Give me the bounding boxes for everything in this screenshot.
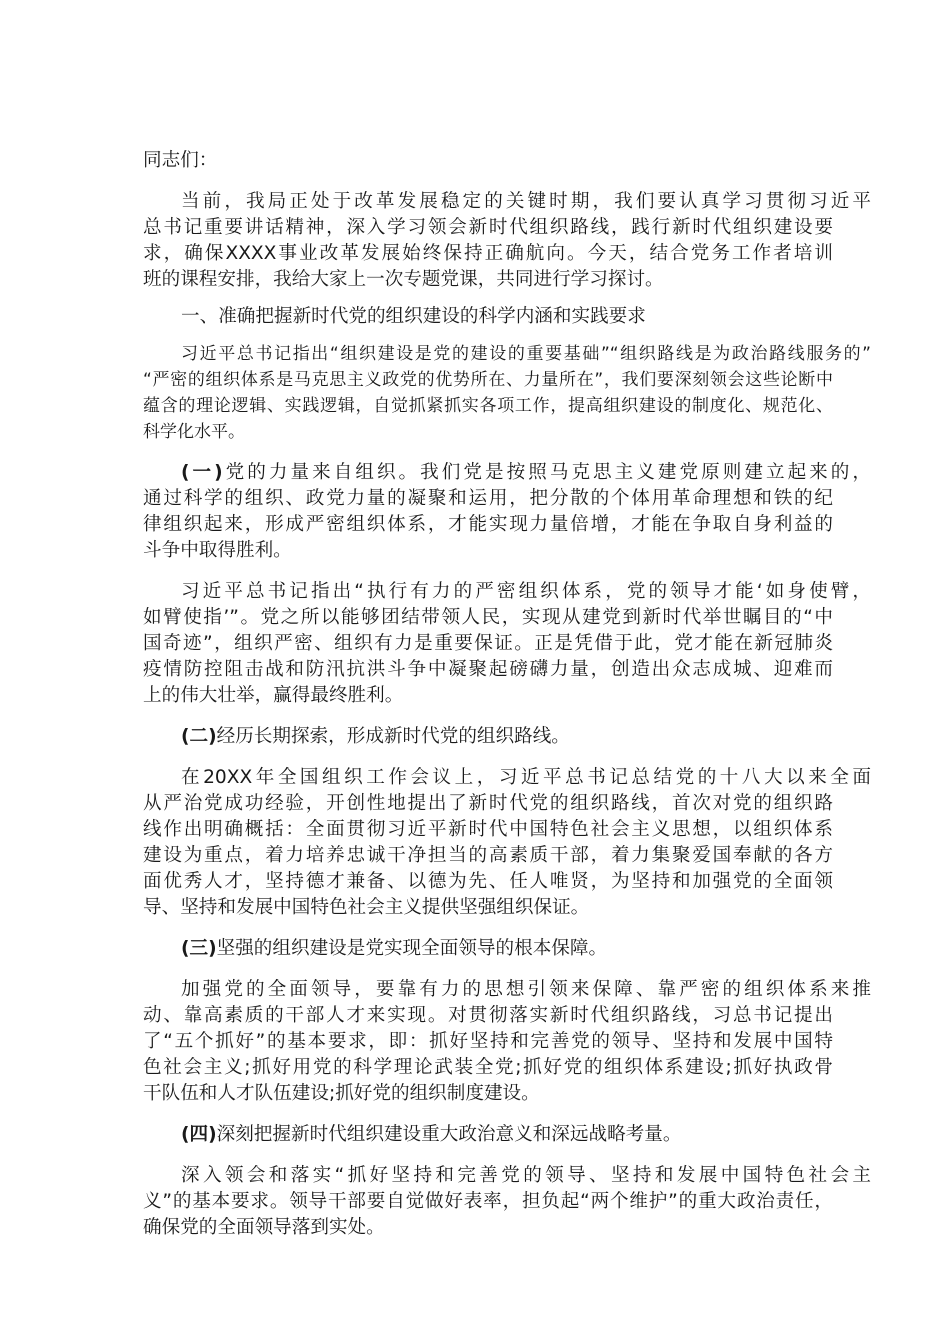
detail-line: 义”的基本要求。领导干部要自觉做好表率，担负起“两个维护”的重大政治责任， (143, 1191, 833, 1212)
intro-line: 求，确保XXXX事业改革发展始终保持正确航向。今天，结合党务工作者培训 (143, 243, 833, 264)
quote-line: “严密的组织体系是马克思主义政党的优势所在、力量所在”，我们要深刻领会这些论断中 (143, 370, 833, 390)
point-one-number: (一) (181, 462, 223, 483)
point-four-heading (143, 1122, 833, 1148)
intro-line: 班的课程安排，我给大家上一次专题党课，共同进行学习探讨。 (143, 269, 664, 290)
point-three-detail-paragraph (143, 977, 871, 1107)
point-four-text: 深刻把握新时代组织建设重大政治意义和深远战略考量。 (216, 1124, 682, 1145)
point-one-line: 律组织起来，形成严密组织体系，才能实现力量倍增，才能在争取自身利益的 (143, 514, 833, 535)
point-two-number: (二) (181, 726, 217, 747)
detail-line: 习近平总书记指出“执行有力的严密组织体系，党的领导才能‘如身使臂， (181, 581, 871, 602)
point-two-heading (143, 724, 833, 750)
point-one-line: 通过科学的组织、政党力量的凝聚和运用，把分散的个体用革命理想和铁的纪 (143, 488, 833, 509)
salutation: 同志们： (143, 150, 218, 171)
point-one-detail-paragraph (143, 579, 871, 709)
point-one-line: 斗争中取得胜利。 (143, 540, 292, 561)
detail-line: 干队伍和人才队伍建设;抓好党的组织制度建设。 (143, 1083, 540, 1104)
detail-line: 上的伟大壮举，赢得最终胜利。 (143, 685, 404, 706)
detail-line: 建设为重点，着力培养忠诚干净担当的高素质干部，着力集聚爱国奉献的各方 (143, 845, 833, 866)
point-one-paragraph (143, 460, 871, 564)
point-three-heading (143, 936, 833, 962)
detail-line: 线作出明确概括：全面贯彻习近平新时代中国特色社会主义思想，以组织体系 (143, 819, 833, 840)
detail-line: 深入领会和落实“抓好坚持和完善党的领导、坚持和发展中国特色社会主 (181, 1165, 871, 1186)
detail-line: 如臂使指’”。党之所以能够团结带领人民，实现从建党到新时代举世瞩目的“中 (143, 607, 833, 628)
intro-line: 当前，我局正处于改革发展稳定的关键时期，我们要认真学习贯彻习近平 (181, 191, 871, 212)
detail-line: 动、靠高素质的干部人才来实现。对贯彻落实新时代组织路线，习总书记提出 (143, 1005, 833, 1026)
detail-line: 了“五个抓好”的基本要求，即：抓好坚持和完善党的领导、坚持和发展中国特 (143, 1031, 833, 1052)
document-body (143, 148, 871, 1241)
point-two-text: 经历长期探索，形成新时代党的组织路线。 (216, 726, 570, 747)
detail-line: 在20XX年全国组织工作会议上，习近平总书记总结党的十八大以来全面 (181, 767, 871, 788)
point-one-text: 党的力量来自组织。我们党是按照马克思主义建党原则建立起来的， (222, 462, 871, 483)
detail-line: 面优秀人才，坚持德才兼备、以德为先、任人唯贤，为坚持和加强党的全面领 (143, 871, 833, 892)
intro-line: 总书记重要讲话精神，深入学习领会新时代组织路线，践行新时代组织建设要 (143, 217, 833, 238)
detail-line: 色社会主义;抓好用党的科学理论武装全党;抓好党的组织体系建设;抓好执政骨 (143, 1057, 833, 1078)
point-four-number: (四) (181, 1124, 217, 1145)
point-four-detail-paragraph (143, 1163, 871, 1241)
section-heading: 一、准确把握新时代党的组织建设的科学内涵和实践要求 (181, 306, 646, 327)
point-three-text: 坚强的组织建设是党实现全面领导的根本保障。 (216, 938, 608, 959)
quote-line: 蕴含的理论逻辑、实践逻辑，自觉抓紧抓实各项工作，提高组织建设的制度化、规范化、 (143, 396, 833, 416)
point-one-first-line (143, 460, 871, 486)
quote-line: 习近平总书记指出“组织建设是党的建设的重要基础”“组织路线是为政治路线服务的” (181, 344, 871, 364)
section-quote-paragraph (143, 341, 871, 445)
detail-line: 确保党的全面领导落到实处。 (143, 1217, 385, 1238)
detail-line: 导、坚持和发展中国特色社会主义提供坚强组织保证。 (143, 897, 590, 918)
intro-paragraph (143, 189, 871, 293)
point-three-number: (三) (181, 938, 217, 959)
detail-line: 加强党的全面领导，要靠有力的思想引领来保障、靠严密的组织体系来推 (181, 979, 871, 1000)
quote-line: 科学化水平。 (143, 422, 245, 442)
detail-line: 从严治党成功经验，开创性地提出了新时代党的组织路线，首次对党的组织路 (143, 793, 833, 814)
detail-line: 国奇迹”，组织严密、组织有力是重要保证。正是凭借于此，党才能在新冠肺炎 (143, 633, 833, 654)
detail-line: 疫情防控阻击战和防汛抗洪斗争中凝聚起磅礴力量，创造出众志成城、迎难而 (143, 659, 833, 680)
point-two-detail-paragraph (143, 765, 871, 921)
